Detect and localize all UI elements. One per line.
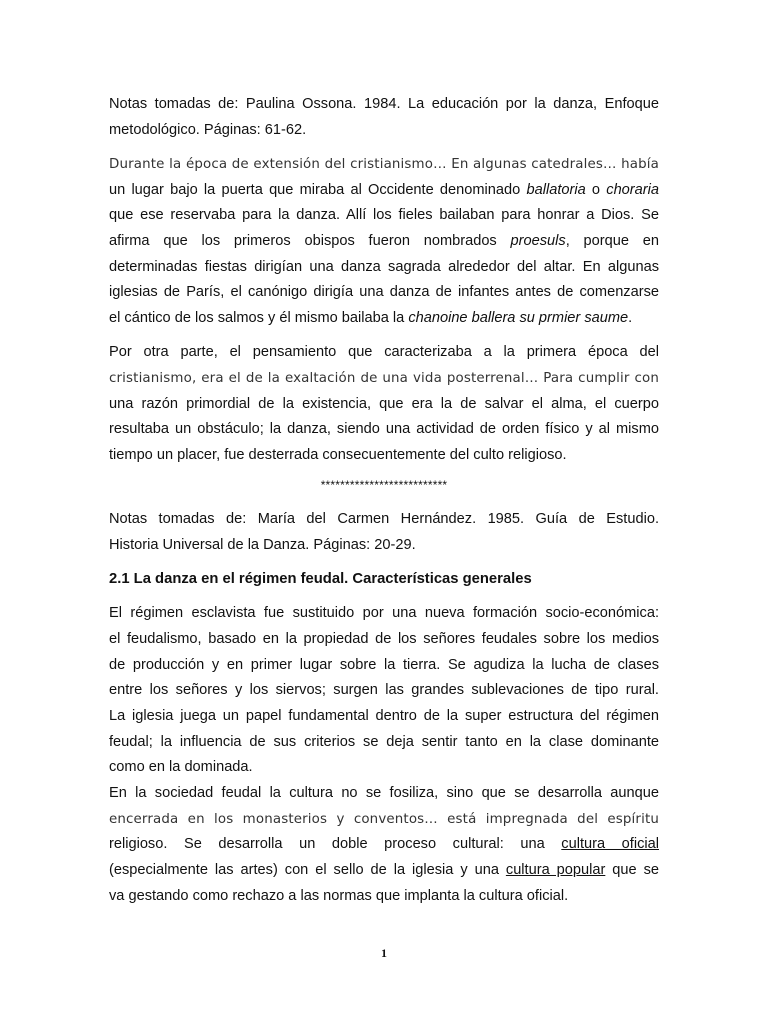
text-line: feudal; la influencia de sus criterios se deja sentir tanto en la clase dominante	[109, 733, 659, 750]
italic-term-ballatoria: ballatoria	[526, 181, 586, 198]
text-line	[109, 858, 659, 884]
text-line: tiempo un placer, fue desterrada consecuentemente del culto religioso.	[109, 446, 567, 463]
document-page	[109, 92, 659, 909]
italic-term-proesuls: proesuls	[510, 232, 566, 249]
text-line	[109, 229, 659, 255]
text-line: va gestando como rechazo a las normas que implanta la cultura oficial.	[109, 887, 569, 904]
text-line: de producción y en primer lugar sobre la tierra. Se agudiza la lucha de clases	[109, 656, 659, 673]
text-run: que se	[605, 862, 659, 879]
text-line: resultaba un obstáculo; la danza, siendo una actividad de orden físico y al mismo	[109, 421, 659, 438]
text-line	[109, 178, 659, 204]
text-run: el cántico de los salmos y él mismo bailaba la	[109, 310, 409, 326]
citation-hernandez	[109, 507, 659, 558]
text-line: entre los señores y los siervos; surgen las grandes sublevaciones de tipo rural.	[109, 682, 659, 699]
paragraph-early-christianity	[109, 340, 659, 468]
text-line: Durante la época de extensión del cristianismo… En algunas catedrales… había	[109, 156, 659, 172]
text-line	[109, 306, 659, 332]
citation-ossona	[109, 92, 659, 143]
section-heading: 2.1 La danza en el régimen feudal. Características generales	[109, 571, 532, 587]
text-line: La iglesia juega un papel fundamental dentro de la super estructura del régimen	[109, 707, 659, 724]
text-line: iglesias de París, el canónigo dirigía una danza de infantes antes de comenzarse	[109, 284, 659, 301]
text-line	[109, 832, 659, 858]
text-line: determinadas fiestas dirigían una danza sagrada alrededor del altar. En algunas	[109, 258, 659, 275]
text-line: Por otra parte, el pensamiento que caracterizaba a la primera época del	[109, 344, 659, 361]
text-run: , porque en	[565, 232, 660, 249]
paragraph-cathedrals	[109, 152, 659, 332]
text-line: una razón primordial de la existencia, que era la de salvar el alma, el cuerpo	[109, 395, 659, 412]
text-run: afirma que los primeros obispos fueron nombrados	[109, 232, 511, 249]
text-line: Historia Universal de la Danza. Páginas: 20-29.	[109, 536, 416, 553]
text-line: El régimen esclavista fue sustituido por una nueva formación socio-económica:	[109, 605, 659, 622]
text-run: o	[585, 181, 607, 198]
text-line: el feudalismo, basado en la propiedad de los señores feudales sobre los medios	[109, 630, 659, 647]
italic-term-chanoine: chanoine ballera su prmier saume	[408, 310, 629, 326]
text-run: un lugar bajo la puerta que miraba al Occidente denominado	[109, 181, 527, 198]
text-line: Notas tomadas de: María del Carmen Hernández. 1985. Guía de Estudio.	[109, 511, 659, 528]
text-run: (especialmente las artes) con el sello de la iglesia y una	[109, 862, 506, 879]
text-line: metodológico. Páginas: 61-62.	[109, 121, 307, 138]
italic-term-choraria: choraria	[606, 181, 659, 198]
paragraph-feudal-regime	[109, 601, 659, 909]
underlined-term-cultura-oficial: cultura oficial	[561, 836, 659, 853]
text-run: .	[628, 310, 633, 326]
section-separator: **************************	[320, 478, 448, 493]
underlined-term-cultura-popular: cultura popular	[505, 862, 606, 879]
text-run: religioso. Se desarrolla un doble proceso cultural: una	[109, 836, 562, 853]
text-line: En la sociedad feudal la cultura no se fosiliza, sino que se desarrolla aunque	[109, 785, 659, 802]
page-number: 1	[381, 946, 387, 960]
text-line: Notas tomadas de: Paulina Ossona. 1984. La educación por la danza, Enfoque	[109, 96, 659, 112]
text-line: como en la dominada.	[109, 759, 253, 776]
text-line: cristianismo, era el de la exaltación de una vida posterrenal… Para cumplir con	[109, 370, 659, 386]
text-line: que ese reservaba para la danza. Allí los fieles bailaban para honrar a Dios. Se	[109, 207, 659, 224]
text-line: encerrada en los monasterios y conventos… está impregnada del espíritu	[109, 811, 659, 827]
